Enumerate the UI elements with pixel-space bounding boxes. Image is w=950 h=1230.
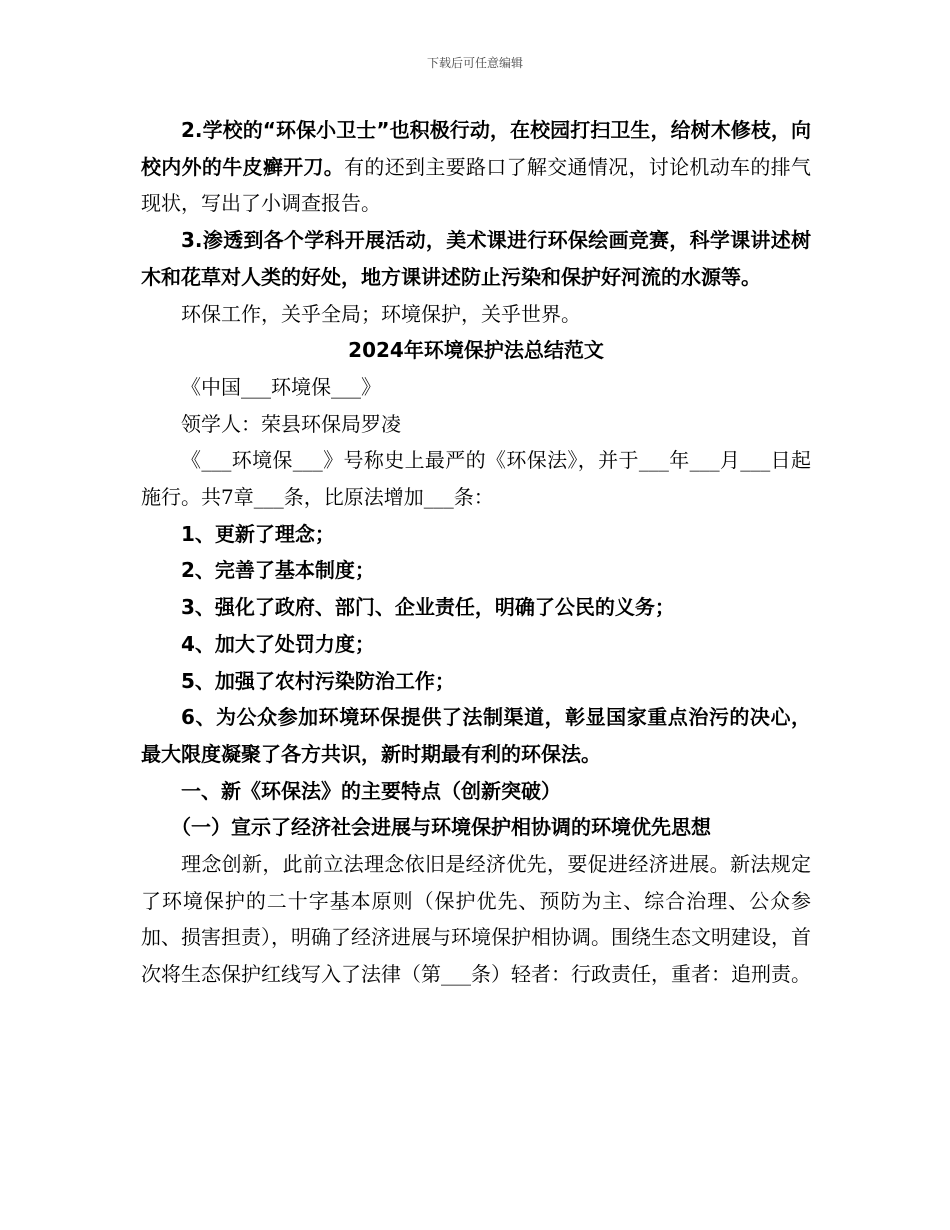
list-item: 3、强化了政府、部门、企业责任，明确了公民的义务； <box>181 595 675 620</box>
document-body <box>141 112 811 993</box>
list-item: 6、为公众参加环境环保提供了法制渠道，彰显国家重点治污的决心，最大限度凝聚了各方共识，新时期最有利的环保法。 <box>141 705 811 766</box>
paragraph-slogan: 环保工作，关乎全局；环境保护，关乎世界。 <box>181 301 581 326</box>
section-heading: 一、新《环保法》的主要特点（创新突破） <box>181 778 561 803</box>
subsection-heading: （一）宣示了经济社会进展与环境保护相协调的环境优先思想 <box>171 815 711 840</box>
paragraph-principles: 理念创新，此前立法理念依旧是经济优先，要促进经济进展。新法规定了环境保护的二十字基本原则（保护优先、预防为主、综合治理、公众参加、损害担责），明确了经济进展与环境保护相协调。围绕生态文明建设，首次将生态保护红线写入了法律（第___条）轻者：行政责任，重者：追刑责。 <box>141 852 811 987</box>
list-item: 2、完善了基本制度； <box>181 558 375 583</box>
paragraph-school-guards <box>141 112 811 222</box>
list-item: 1、更新了理念； <box>181 521 335 546</box>
paragraph-normal-part: 有的还到主要路口了解交通情况，讨论机动车的排气现状，写出了小调查报告。 <box>141 154 811 216</box>
list-item: 5、加强了农村污染防治工作； <box>181 668 455 693</box>
document-title: 2024年环境保护法总结范文 <box>348 338 604 363</box>
page-header-note: 下载后可任意编辑 <box>426 56 523 70</box>
paragraph-law-intro: 《___环境保___》号称史上最严的《环保法》，并于___年___月___日起施行。共7章___条，比原法增加___条： <box>141 448 811 510</box>
list-item: 4、加大了处罚力度； <box>181 631 375 656</box>
paragraph-bold-part: 2.学校的“环保小卫士”也积极行动，在校园打扫卫生，给树木修枝，向校内外的牛皮癣开刀。 <box>141 118 811 179</box>
paragraph-subjects: 3.渗透到各个学科开展活动，美术课进行环保绘画竞赛，科学课讲述树木和花草对人类的好处，地方课讲述防止污染和保护好河流的水源等。 <box>141 228 811 289</box>
paragraph-law-name: 《中国___环境保___》 <box>181 374 381 399</box>
paragraph-leader: 领学人：荣县环保局罗凌 <box>181 411 401 436</box>
